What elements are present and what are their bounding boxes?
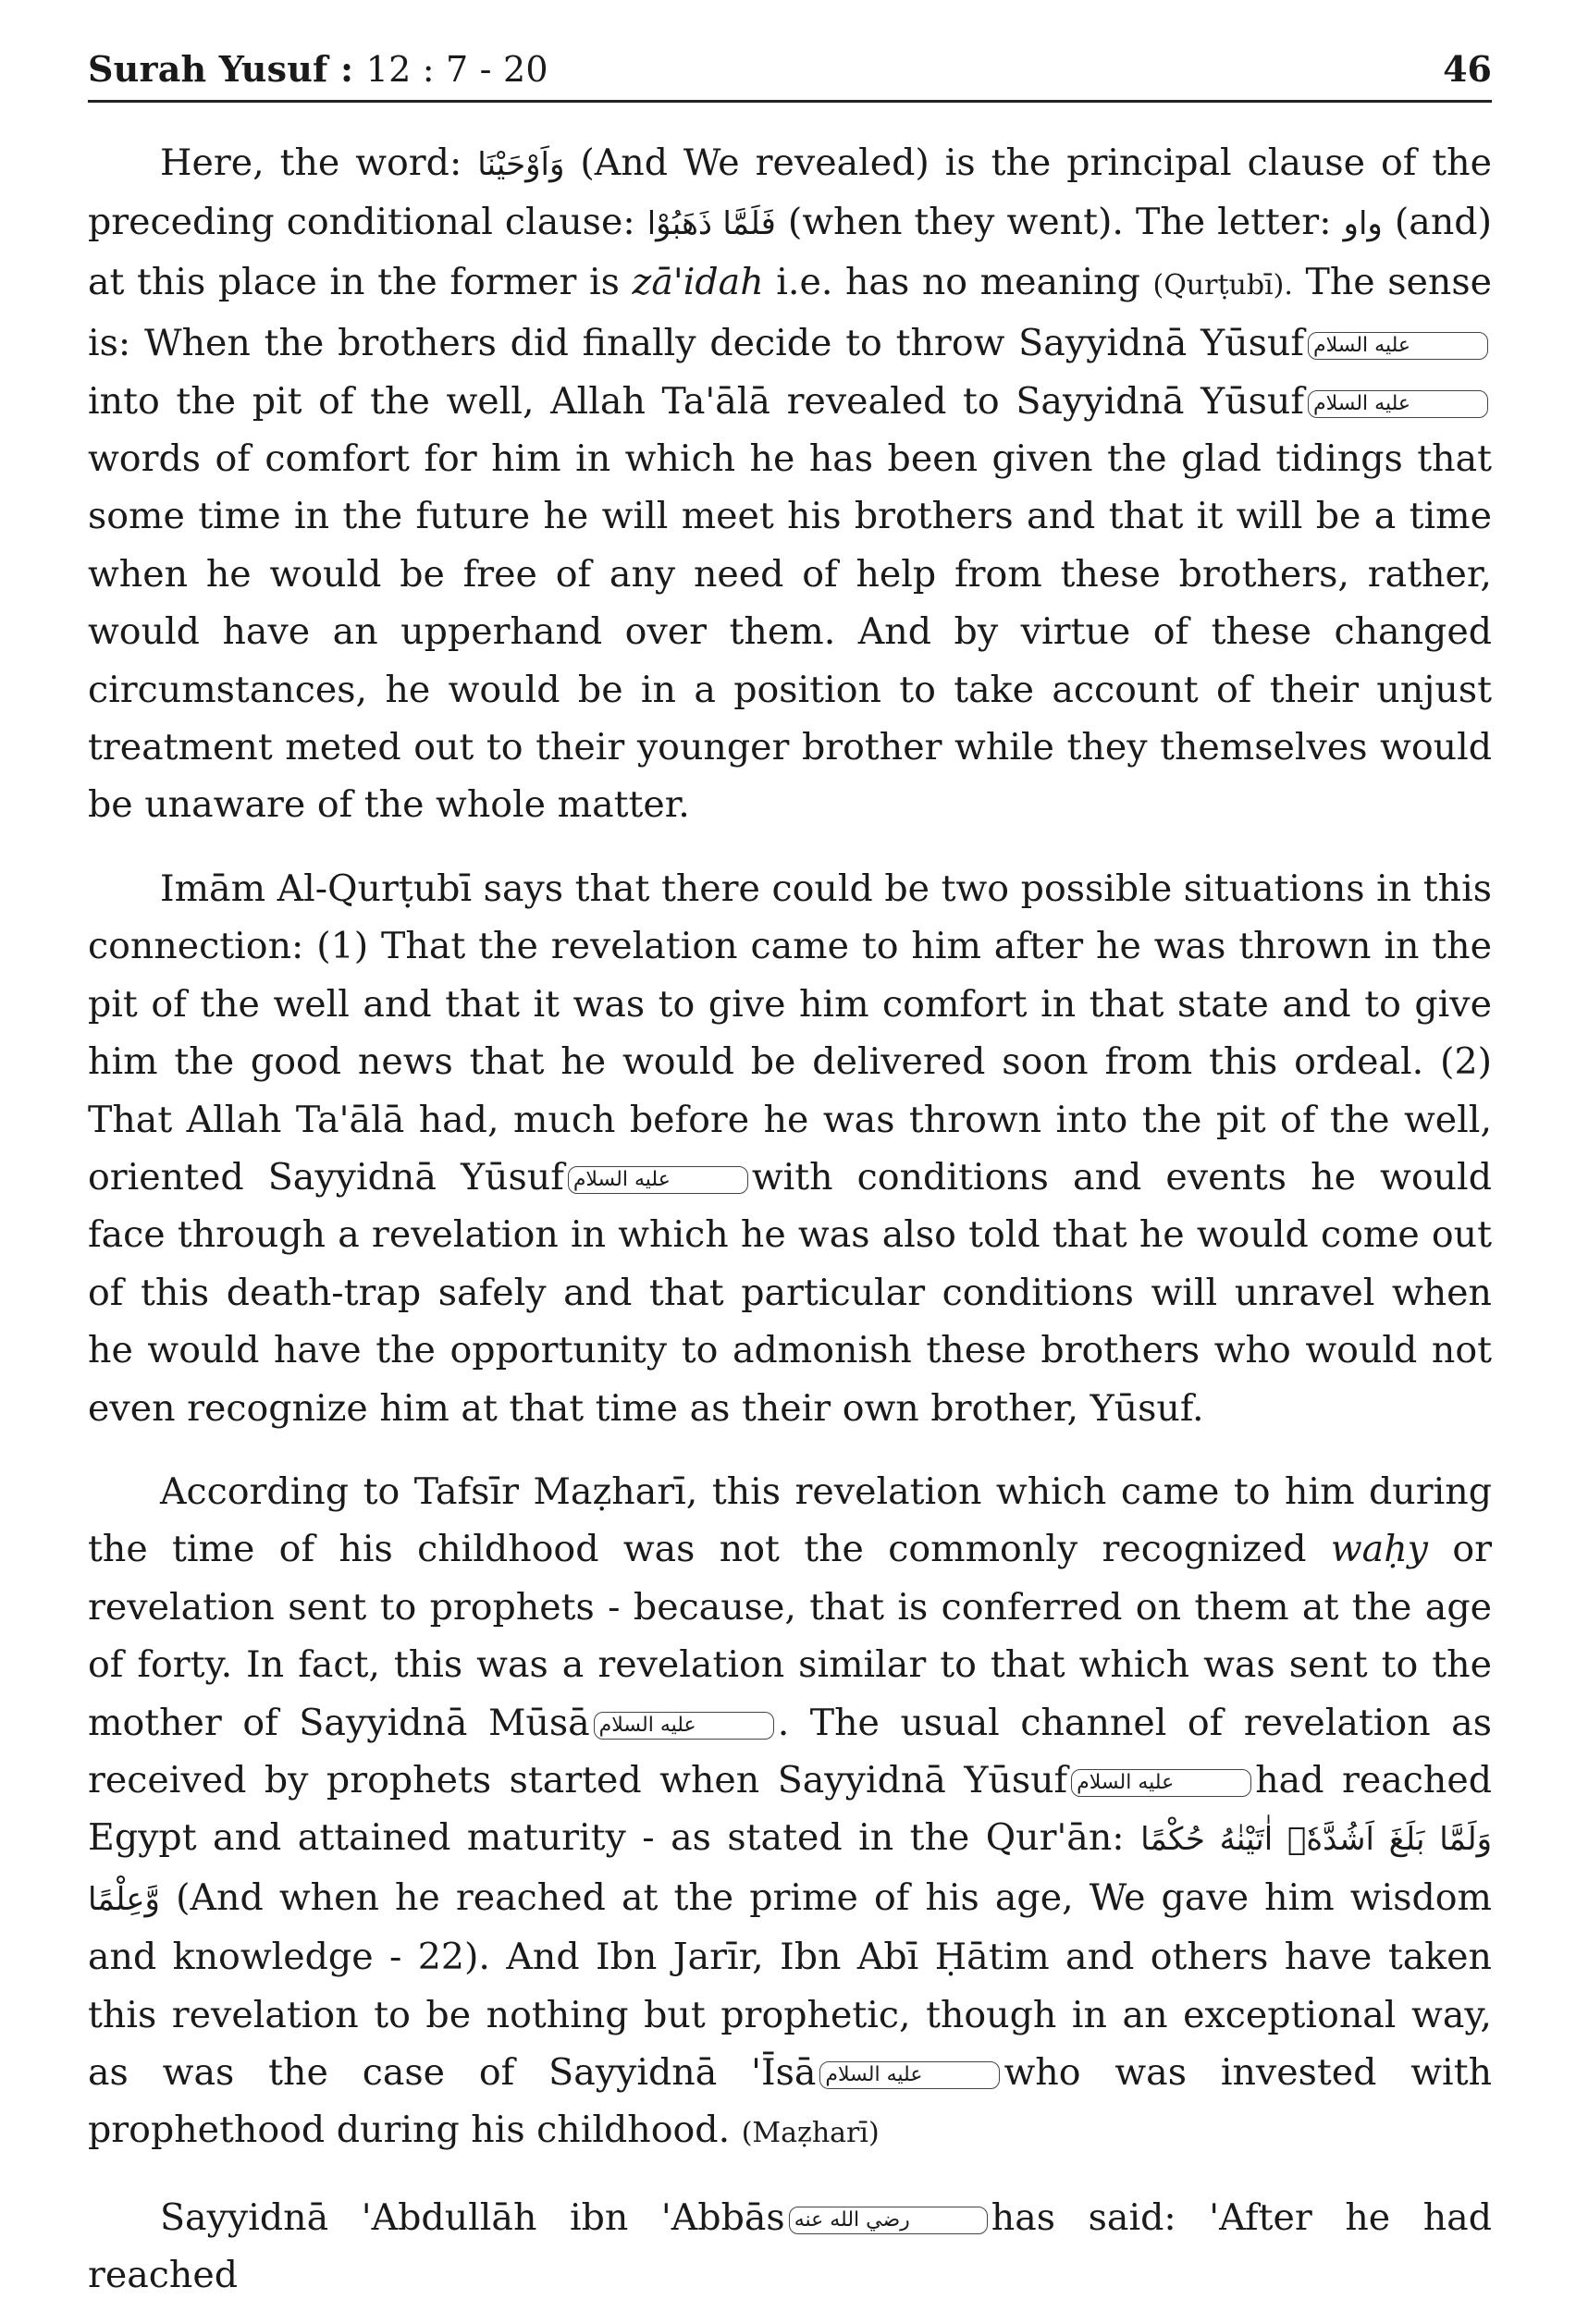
- text-run: (And We revealed) is the principal clause of the preceding conditional clause:: [88, 141, 1492, 244]
- text-run: had reached Egypt and attained maturity - as stated in the Qur'ān:: [88, 1758, 1492, 1860]
- text-run: Sayyidnā 'Abdullāh ibn 'Abbās: [160, 2195, 785, 2239]
- paragraph-3: [88, 1463, 1492, 2163]
- text-run: or revelation sent to prophets - because, that is conferred on them at the age of forty. In fact, this was a revelation similar to that which was sent to the mother of Sayyidnā Mūsā: [88, 1528, 1493, 1744]
- text-run: (And when he reached at the prime of his age, We gave him wisdom and knowledge - 22). And Ibn Jarīr, Ibn Abī Ḥātim and others have taken this revelation to be nothing but prophetic, though in an exceptional way, as was the case of Sayyidnā 'Īsā: [88, 1875, 1492, 2094]
- honorific-alayhis-salam-icon: عليه السلام: [594, 1712, 774, 1740]
- text-run: (when they went). The letter:: [787, 201, 1332, 244]
- text-run: i.e. has no meaning: [776, 260, 1140, 303]
- text-run: According to Tafsīr Maẓharī, this revelation which came to him during the time of his childhood was not the commonly recognized: [88, 1469, 1492, 1571]
- arabic-phrase-falamma-dhahabu: فَلَمَّا ذَهَبُوْا: [646, 205, 776, 243]
- italic-term: zā'idah: [632, 260, 764, 303]
- honorific-alayhis-salam-icon: عليه السلام: [568, 1166, 748, 1194]
- text-run: . The usual channel of revelation as received by prophets started when Sayyidnā Yūsuf: [88, 1701, 1492, 1801]
- honorific-alayhis-salam-icon: عليه السلام: [1071, 1769, 1251, 1797]
- text-run: into the pit of the well, Allah Ta'ālā revealed to Sayyidnā Yūsuf: [88, 379, 1304, 423]
- paragraph-2: [88, 860, 1492, 1437]
- honorific-alayhis-salam-icon: عليه السلام: [1308, 332, 1488, 360]
- text-run: with conditions and events he would face through a revelation in which he was also told that he would come out of this death-trap safely and that particular conditions will unravel when he would have the opportunity to admonish these brothers who would not even recognize him at that time as their own brother, Yūsuf.: [88, 1155, 1492, 1430]
- paragraph-4: [88, 2189, 1492, 2305]
- honorific-alayhis-salam-icon: عليه السلام: [819, 2061, 1000, 2089]
- text-run: Imām Al-Qurṭubī says that there could be two possible situations in this connection: (1) That the revelation came to him after he was thrown in the pit of the well and that it was to give him comfort in that state and to give him the good news that he would be delivered soon from this ordeal. (2) That Allah Ta'ālā had, much before he was thrown into the pit of the well, oriented Sayyidnā Yūsuf: [88, 867, 1492, 1199]
- text-run: (and) at this place in the former is: [88, 201, 1492, 303]
- text-run: words of comfort for him in which he has been given the glad tidings that some time in the future he will meet his brothers and that it will be a time when he would be free of any need of help from these brothers, rather, would have an upperhand over them. And by virtue of these changed circumstances, he would be in a position to take account of their unjust treatment meted out to their younger brother while they themselves would be unaware of the whole matter.: [88, 437, 1492, 827]
- arabic-quran-verse: وَلَمَّا بَلَغَ اَشُدَّهٗۤ اٰتَيْنٰهُ حُكْمًا وَّعِلْمًا: [88, 1821, 1492, 1918]
- header-title: [88, 48, 548, 90]
- body-text: [88, 134, 1492, 2305]
- paragraph-1: [88, 134, 1492, 834]
- citation: (Qurṭubī).: [1152, 268, 1293, 301]
- citation: (Maẓharī): [741, 2117, 880, 2150]
- arabic-letter-waw: واو: [1343, 205, 1383, 243]
- text-run: has said: 'After he had reached: [88, 2195, 1492, 2297]
- verse-reference: 12 : 7 - 20: [365, 49, 548, 90]
- text-run: Here, the word:: [160, 141, 462, 184]
- page: [88, 44, 1492, 2305]
- honorific-alayhis-salam-icon: عليه السلام: [1308, 390, 1488, 418]
- text-run: who was invested with prophethood during his childhood.: [88, 2051, 1493, 2152]
- arabic-word-wa-awhayna: وَاَوْحَيْنَا: [477, 146, 565, 183]
- page-number: 46: [1443, 48, 1492, 90]
- running-header: [88, 44, 1492, 103]
- surah-name: Surah Yusuf :: [88, 48, 354, 90]
- italic-term: waḥy: [1330, 1528, 1428, 1571]
- honorific-radiyallahu-icon: رضي الله عنه: [789, 2207, 988, 2234]
- text-run: The sense is: When the brothers did finally decide to throw Sayyidnā Yūsuf: [88, 260, 1492, 365]
